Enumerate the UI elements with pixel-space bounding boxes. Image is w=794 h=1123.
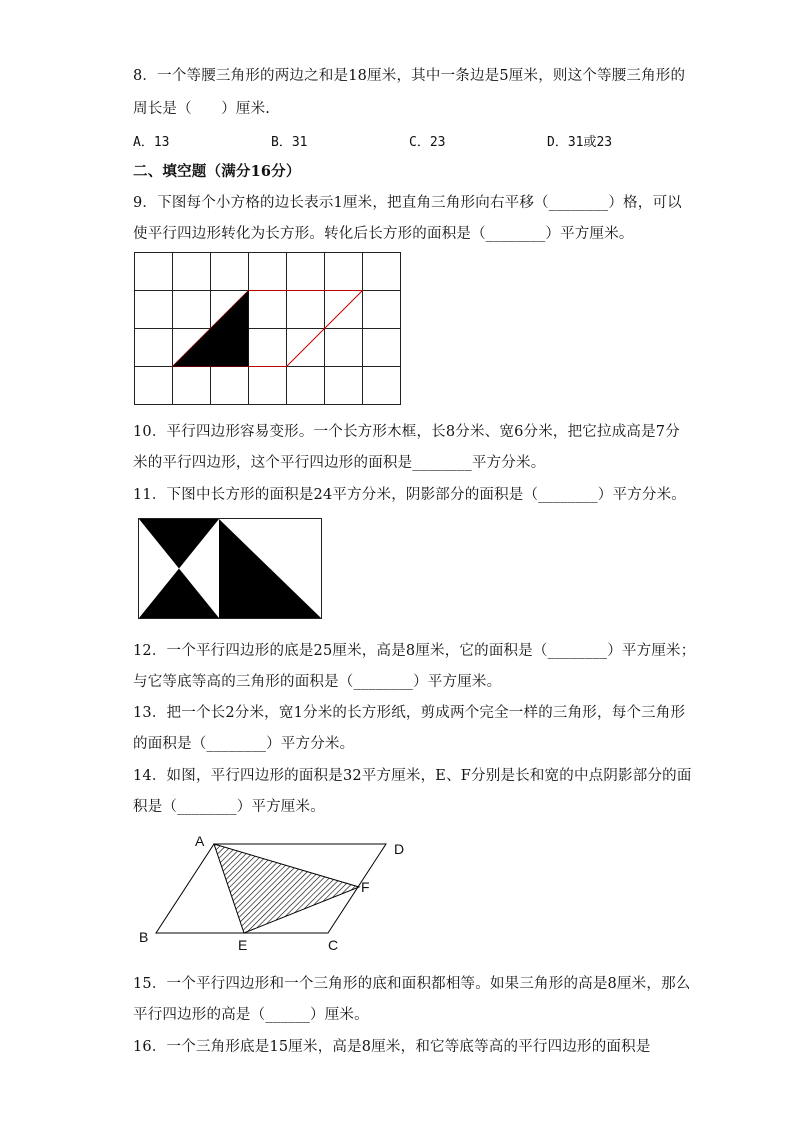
q12-line1: 12．一个平行四边形的底是25厘米，高是8厘米，它的面积是（________）平方厘米； (133, 643, 696, 659)
label-f: F (361, 879, 370, 895)
q16-line1: 16．一个三角形底是15厘米，高是8厘米，和它等底等高的平行四边形的面积是 (133, 1039, 651, 1055)
label-b: B (139, 929, 149, 945)
q8-option-d: D．31或23 (547, 135, 613, 150)
label-a: A (195, 833, 205, 849)
q9-line1: 9．下图每个小方格的边长表示1厘米，把直角三角形向右平移（________）格，可以 (133, 195, 682, 211)
label-c: C (328, 937, 339, 953)
q8-line1: 8．一个等腰三角形的两边之和是18厘米，其中一条边是5厘米，则这个等腰三角形的 (133, 68, 686, 84)
label-e: E (238, 937, 248, 953)
q8-option-a: A．13 (133, 135, 170, 150)
q12-line2: 与它等底等高的三角形的面积是（________）平方厘米。 (133, 674, 502, 690)
q11-rectangle-figure (138, 518, 322, 619)
q9-line2: 使平行四边形转化为长方形。转化后长方形的面积是（________）平方厘米。 (133, 226, 634, 242)
shaded-large-triangle (219, 519, 321, 618)
q10-line1: 10．平行四边形容易变形。一个长方形木框，长8分米、宽6分米，把它拉成高是7分 (133, 424, 680, 440)
section-title: 二、填空题（满分16分） (133, 163, 301, 180)
q8-option-c: C．23 (409, 135, 446, 150)
q15-line2: 平行四边形的高是（______）厘米。 (133, 1007, 369, 1023)
q13-line2: 的面积是（________）平方分米。 (133, 736, 355, 752)
grid-lines (135, 253, 401, 405)
q11-line1: 11．下图中长方形的面积是24平方分米，阴影部分的面积是（________）平方分米。 (133, 487, 686, 503)
shaded-bowtie (139, 519, 219, 618)
q15-line1: 15．一个平行四边形和一个三角形的底和面积都相等。如果三角形的高是8厘米，那么 (133, 976, 691, 992)
q8-line2: 周长是（ ）厘米. (133, 101, 271, 117)
q14-line2: 积是（________）平方厘米。 (133, 799, 325, 815)
q13-line1: 13．把一个长2分米，宽1分米的长方形纸，剪成两个完全一样的三角形，每个三角形 (133, 705, 686, 721)
q14-line1: 14．如图，平行四边形的面积是32平方厘米，E、F分别是长和宽的中点阴影部分的面 (133, 768, 692, 784)
q14-parallelogram-figure (130, 828, 420, 953)
label-d: D (394, 841, 405, 857)
q10-line2: 米的平行四边形，这个平行四边形的面积是________平方分米。 (133, 455, 546, 471)
q8-option-b: B．31 (271, 135, 308, 150)
q9-grid-figure (134, 252, 402, 406)
